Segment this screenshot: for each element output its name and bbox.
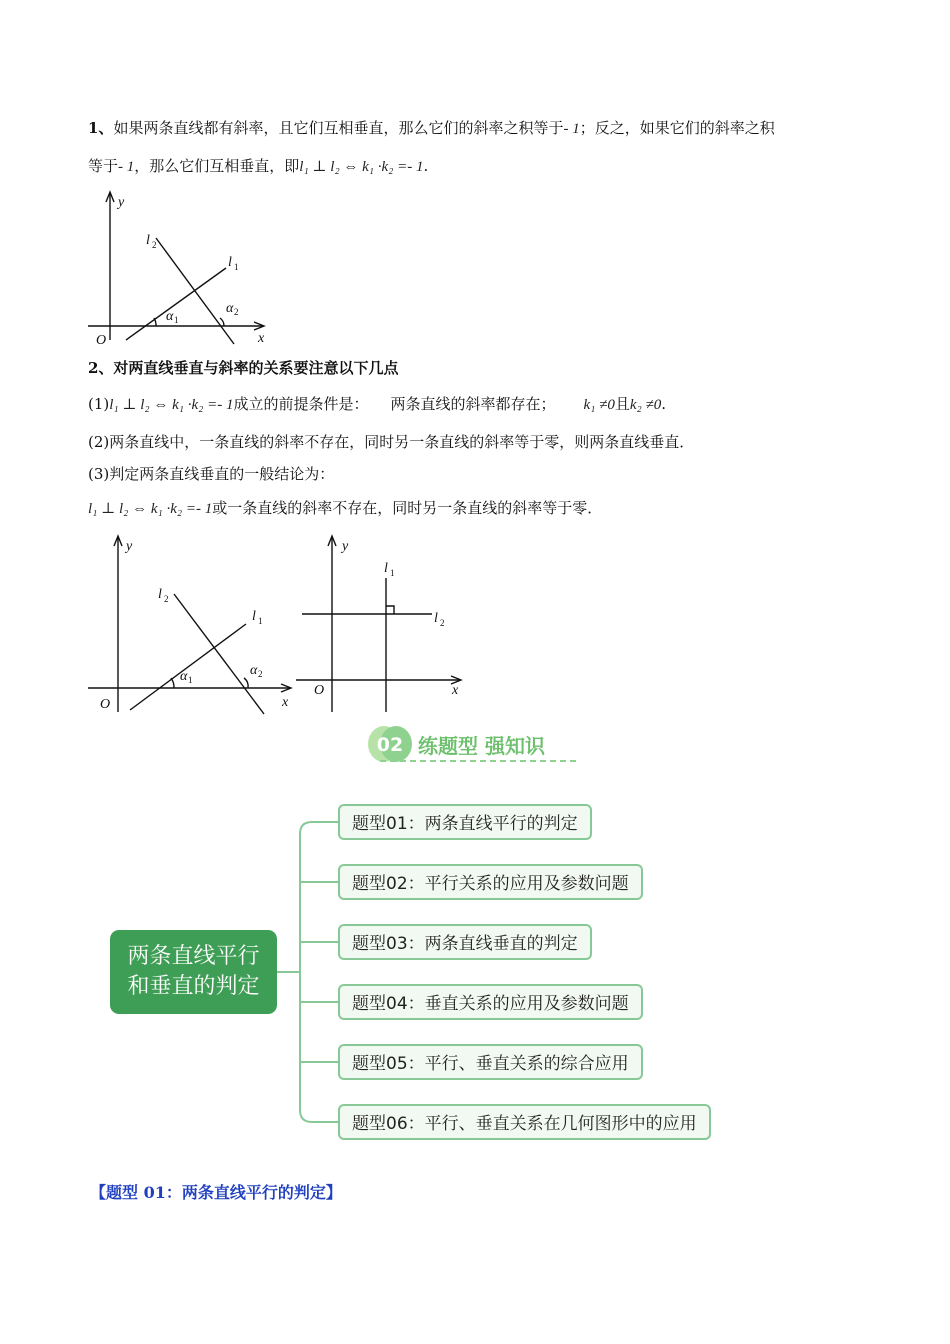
item1-k2: k₂ ≠0	[629, 397, 662, 413]
root-line1: 两条直线平行	[127, 944, 260, 969]
label-o: O	[314, 683, 325, 698]
para1-line2	[88, 156, 428, 177]
section-number: 02	[376, 734, 404, 756]
label-l1: l	[228, 255, 232, 270]
label-x: x	[452, 683, 459, 698]
perp-formula: l₁ ⊥ l₂ ⇔ k₁ ·k₂ =- 1	[299, 159, 424, 175]
label-a2: α	[226, 301, 234, 316]
label-o: O	[100, 697, 111, 712]
label-y: y	[126, 539, 133, 554]
label-y: y	[342, 539, 349, 554]
label-a1-sub: 1	[188, 675, 193, 685]
item1-text: 成立的前提条件是：	[233, 395, 369, 413]
mindmap-connectors	[276, 800, 346, 1140]
item4-formula: l₁ ⊥ l₂ ⇔ k₁ ·k₂ =- 1	[88, 501, 213, 517]
label-l2: l	[158, 587, 162, 602]
section-heading: 【题型 01：两条直线平行的判定】	[90, 1183, 342, 1202]
label-a2: α	[250, 663, 258, 678]
label-a2-sub: 2	[258, 669, 263, 679]
para2-title: 2、对两直线垂直与斜率的关系要注意以下几点	[88, 359, 399, 377]
label-l2-sub: 2	[164, 594, 169, 604]
label-l1-sub: 1	[258, 616, 263, 626]
angle-a1-arc	[171, 678, 174, 688]
item4	[88, 498, 602, 519]
item1-formula: l₁ ⊥ l₂ ⇔ k₁ ·k₂ =- 1	[109, 397, 234, 413]
label-a1: α	[166, 309, 174, 324]
label-a1: α	[180, 669, 188, 684]
item1	[88, 394, 666, 415]
mindmap-node-03[interactable]: 题型03：两条直线垂直的判定	[338, 924, 592, 960]
para1-line2-mid: ，那么它们互相垂直，即	[134, 157, 300, 175]
label-y: y	[118, 195, 125, 210]
line-l2	[156, 238, 234, 344]
figure-2	[88, 532, 298, 717]
mindmap-node-05[interactable]: 题型05：平行、垂直关系的综合应用	[338, 1044, 643, 1080]
para1-line1	[88, 118, 775, 139]
mindmap-node-06[interactable]: 题型06：平行、垂直关系在几何图形中的应用	[338, 1104, 711, 1140]
section-title: 练题型 强知识	[418, 734, 545, 758]
label-x: x	[258, 331, 265, 346]
para1-text-end: ；反之，如果它们的斜率之积	[579, 119, 775, 137]
mindmap-root	[110, 930, 277, 1014]
right-angle-mark	[386, 606, 394, 614]
label-l2-sub: 2	[440, 618, 445, 628]
mindmap-node-01[interactable]: 题型01：两条直线平行的判定	[338, 804, 592, 840]
neg-one-2: - 1	[118, 159, 135, 175]
label-l2: l	[434, 611, 438, 626]
figure-1	[88, 188, 268, 348]
item2: (2)两条直线中，一条直线的斜率不存在，同时另一条直线的斜率等于零，则两条直线垂直．	[88, 433, 695, 451]
line-l1	[126, 268, 226, 340]
item1-and: 且	[614, 395, 630, 413]
item1-prefix: (1)	[88, 395, 110, 413]
label-a2-sub: 2	[234, 307, 239, 317]
angle-a2-arc	[244, 678, 248, 688]
item4-text: 或一条直线的斜率不存在，同时另一条直线的斜率等于零．	[212, 499, 603, 517]
figure-3	[296, 532, 466, 717]
mindmap-node-04[interactable]: 题型04：垂直关系的应用及参数问题	[338, 984, 643, 1020]
label-l1: l	[252, 609, 256, 624]
label-l1-sub: 1	[390, 568, 395, 578]
label-l1-sub: 1	[234, 262, 239, 272]
root-line2: 和垂直的判定	[127, 974, 260, 999]
label-a1-sub: 1	[174, 315, 179, 325]
para1-text: 如果两条直线都有斜率，且它们互相垂直，那么它们的斜率之积等于	[113, 119, 564, 137]
section-underline	[380, 760, 576, 762]
label-l2-sub: 2	[152, 240, 157, 250]
item1-period: .	[661, 395, 667, 413]
label-o: O	[96, 333, 107, 348]
label-l1: l	[384, 561, 388, 576]
period: .	[423, 157, 429, 175]
section-badge-icon	[368, 724, 412, 764]
neg-one: - 1	[563, 121, 580, 137]
line-l2	[174, 594, 264, 714]
item3: (3)判定两条直线垂直的一般结论为：	[88, 465, 335, 483]
label-l2: l	[146, 233, 150, 248]
para1-number: 1、	[88, 119, 114, 137]
label-x: x	[282, 695, 289, 710]
item1-cond: 两条直线的斜率都存在；	[390, 395, 556, 413]
mindmap-node-02[interactable]: 题型02：平行关系的应用及参数问题	[338, 864, 643, 900]
item1-k1: k₁ ≠0	[583, 397, 615, 413]
para1-line2-start: 等于	[88, 157, 119, 175]
